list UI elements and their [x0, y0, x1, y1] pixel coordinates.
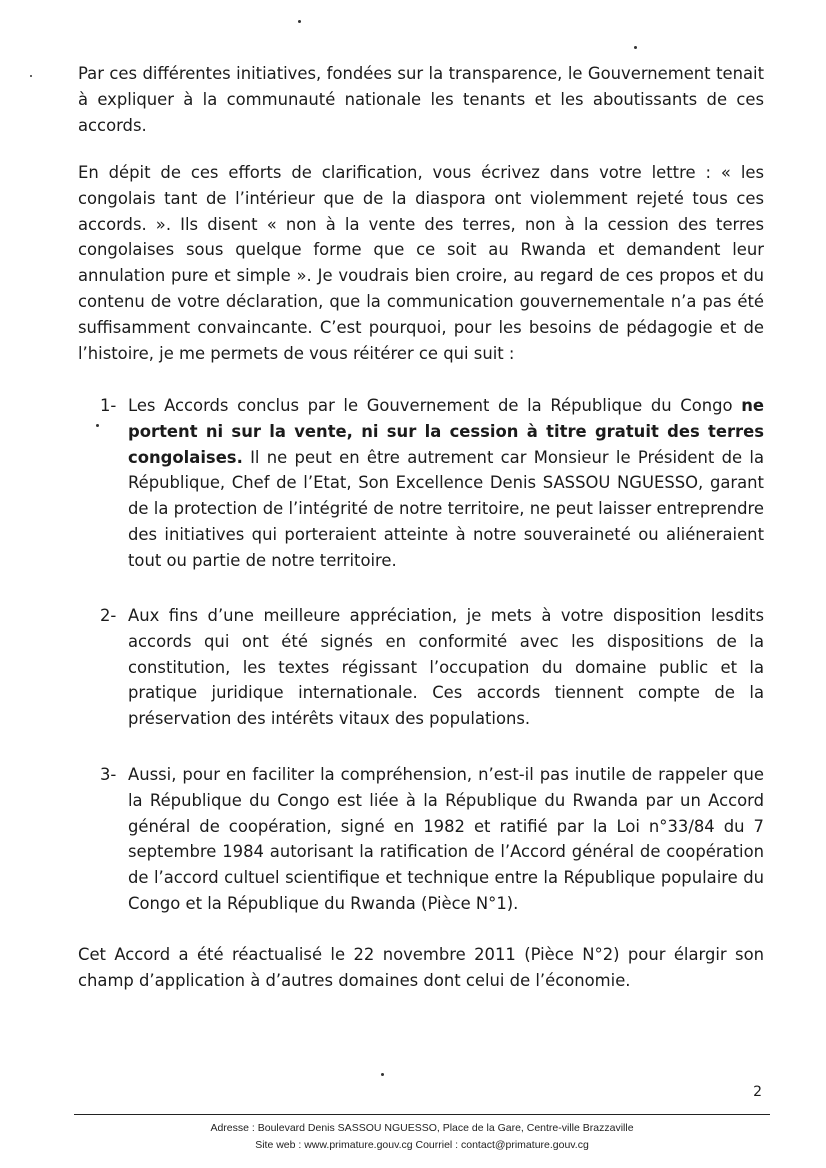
scan-speck	[634, 46, 637, 49]
list-item-text: Aussi, pour en faciliter la compréhension, n’est-il pas inutile de rappeler que la République du Congo est liée à la République du Rwanda par un Accord général de coopération, signé en 1982 et ratifié par la Loi n°33/84 du 7 septembre 1984 autorisant la ratification de l’Accord général de coopération de l’accord cultuel scientifique et technique entre la République populaire du Congo et la République du Rwanda (Pièce N°1).	[128, 765, 764, 913]
list-item-number: 2-	[100, 606, 117, 625]
list-item-1	[100, 393, 764, 574]
list-item-3	[100, 762, 764, 917]
list-item-number: 1-	[100, 396, 117, 415]
list-item-text	[128, 393, 764, 574]
list-item-text: Aux fins d’une meilleure appréciation, je mets à votre disposition lesdits accords qui ont été signés en conformité avec les dispositions de la constitution, les textes régissant l’occupation du domaine public et la pratique juridique internationale. Ces accords tiennent compte de la préservation des intérêts vitaux des populations.	[128, 606, 764, 729]
page-number: 2	[753, 1084, 762, 1100]
list-item-2	[100, 603, 764, 732]
footer-contact: Site web : www.primature.gouv.cg Courriel : contact@primature.gouv.cg	[255, 1139, 589, 1151]
paragraph-text: Par ces différentes initiatives, fondées sur la transparence, le Gouvernement tenait à expliquer à la communauté nationale les tenants et les aboutissants de ces accords.	[78, 64, 764, 135]
scan-speck	[30, 75, 32, 77]
scan-speck	[381, 1073, 384, 1076]
paragraph-clarification	[78, 160, 764, 366]
list-item-number: 3-	[100, 765, 117, 784]
footer-divider	[74, 1114, 770, 1115]
footer	[74, 1120, 770, 1154]
scan-speck	[96, 424, 99, 427]
paragraph-text: En dépit de ces efforts de clarification, vous écrivez dans votre lettre : « les congolais tant de l’intérieur que de la diaspora ont violemment rejeté tous ces accords. ». Ils disent « non à la vente des terres, non à la cession des terres congolaises sous quelque forme que ce soit au Rwanda et demandent leur annulation pure et simple ». Je voudrais bien croire, au regard de ces propos et du contenu de votre déclaration, que la communication gouvernementale n’a pas été suffisamment convaincante. C’est pourquoi, pour les besoins de pédagogie et de l’histoire, je me permets de vous réitérer ce qui suit :	[78, 163, 764, 363]
paragraph-closing	[78, 942, 764, 994]
list-item-text-start: Les Accords conclus par le Gouvernement de la République du Congo	[128, 396, 742, 415]
scan-speck	[298, 20, 301, 23]
paragraph-text: Cet Accord a été réactualisé le 22 novembre 2011 (Pièce N°2) pour élargir son champ d’application à d’autres domaines dont celui de l’économie.	[78, 945, 764, 990]
paragraph-initiatives	[78, 61, 764, 138]
list-item-text-end: Il ne peut en être autrement car Monsieur le Président de la République, Chef de l’Etat, Son Excellence Denis SASSOU NGUESSO, garant de la protection de l’intégrité de notre territoire, ne peut laisser entreprendre des initiatives qui porteraient atteinte à notre souveraineté ou aliéneraient tout ou partie de notre territoire.	[128, 447, 764, 570]
footer-address: Adresse : Boulevard Denis SASSOU NGUESSO, Place de la Gare, Centre-ville Brazzaville	[210, 1122, 634, 1134]
list-item-text-bold: ne portent ni sur la vente, ni sur la cession à titre gratuit des terres congolaises.	[128, 396, 764, 467]
